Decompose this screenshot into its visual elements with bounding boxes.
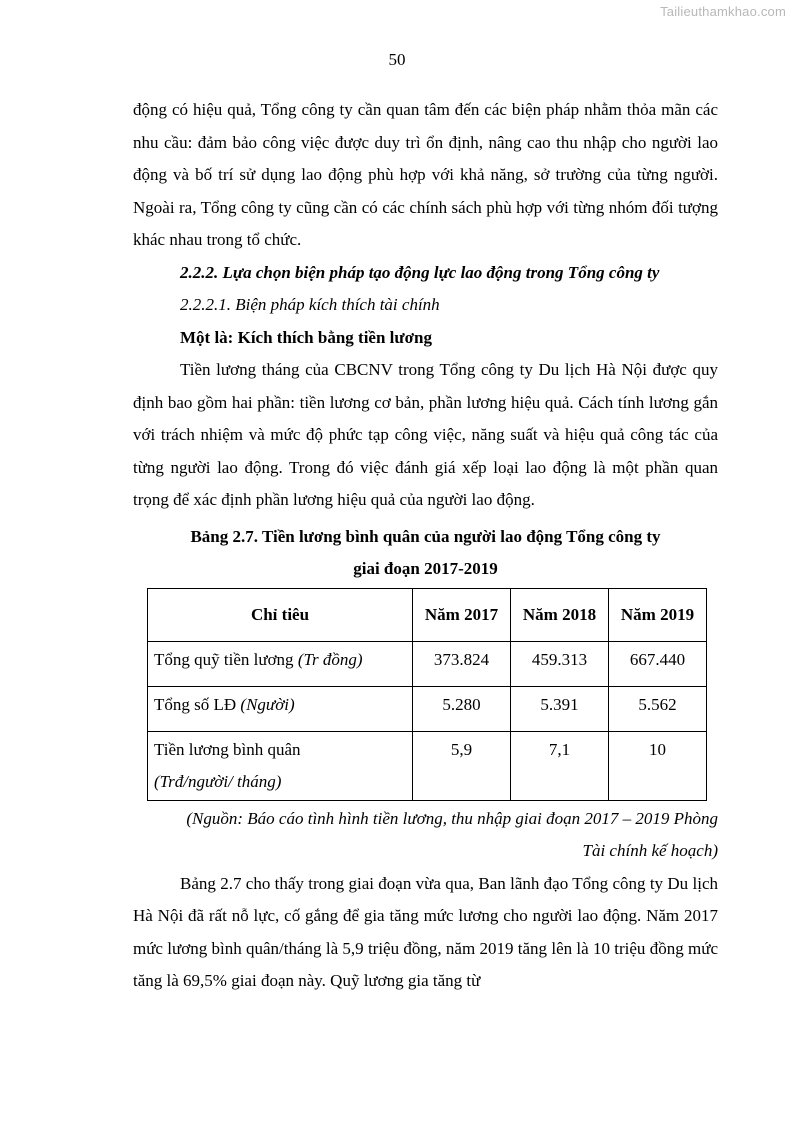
page-number: 50: [388, 50, 406, 69]
cell-2018: 7,1: [511, 731, 609, 800]
cell-2018: 459.313: [511, 641, 609, 686]
table-header-row: [148, 588, 707, 641]
heading-mot-la: Một là: Kích thích bằng tiền lương: [180, 327, 432, 347]
row-unit: (Trđ/người/ tháng): [154, 771, 282, 791]
row-unit: (Người): [240, 694, 295, 714]
row-label-text: Tổng số LĐ: [154, 694, 241, 714]
salary-description-paragraph: Tiền lương tháng của CBCNV trong Tổng công ty Du lịch Hà Nội được quy định bao gồm hai phần: tiền lương cơ bản, phần lương hiệu quả. Cách tính lương gắn với trách nhiệm và mức độ phức tạp công việc, năng suất và hiệu quả công tác của từng người lao động. Trong đó việc đánh giá xếp loại lao động là một phần quan trọng để xác định phần lương hiệu quả của người lao động.: [133, 360, 718, 509]
row-label: [148, 641, 413, 686]
cell-2018: 5.391: [511, 686, 609, 731]
source-line2: Tài chính kế hoạch): [582, 841, 718, 860]
section-heading-2-2-2: 2.2.2. Lựa chọn biện pháp tạo động lực lao động trong Tổng công ty: [180, 262, 660, 282]
intro-paragraph: động có hiệu quả, Tổng công ty cần quan tâm đến các biện pháp nhằm thỏa mãn các nhu cầu: đảm bảo công việc được duy trì ổn định, nâng cao thu nhập cho người lao động và bố trí sử dụng lao động phù hợp với khả năng, sở trường của từng người. Ngoài ra, Tổng công ty cũng cần có các chính sách phù hợp với từng nhóm đối tượng khác nhau trong tổ chức.: [133, 100, 718, 249]
header-nam-2018: Năm 2018: [511, 588, 609, 641]
cell-2017: 373.824: [413, 641, 511, 686]
watermark: Tailieuthamkhao.com: [660, 4, 786, 19]
header-nam-2019: Năm 2019: [609, 588, 707, 641]
table-caption-line1: Bảng 2.7. Tiền lương bình quân của người lao động Tổng công ty: [190, 526, 661, 546]
header-chi-tieu: Chỉ tiêu: [148, 588, 413, 641]
salary-table: [147, 588, 707, 801]
header-nam-2017: Năm 2017: [413, 588, 511, 641]
page-content: [133, 94, 718, 998]
table-row: [148, 731, 707, 800]
row-label-text: Tiền lương bình quân: [154, 739, 301, 759]
row-label: [148, 686, 413, 731]
table-caption-line2: giai đoạn 2017-2019: [353, 559, 498, 578]
cell-2019: 5.562: [609, 686, 707, 731]
subsection-heading-2-2-2-1: 2.2.2.1. Biện pháp kích thích tài chính: [180, 295, 440, 314]
table-caption: [133, 521, 718, 586]
cell-2017: 5.280: [413, 686, 511, 731]
row-label-text: Tổng quỹ tiền lương: [154, 649, 298, 669]
source-line1: (Nguồn: Báo cáo tình hình tiền lương, thu nhập giai đoạn 2017 – 2019 Phòng: [186, 808, 718, 828]
cell-2019: 10: [609, 731, 707, 800]
table-source-note: [125, 803, 718, 868]
cell-2017: 5,9: [413, 731, 511, 800]
table-row: [148, 686, 707, 731]
row-unit: (Tr đồng): [297, 649, 363, 669]
row-label: [148, 731, 413, 800]
table-row: [148, 641, 707, 686]
cell-2019: 667.440: [609, 641, 707, 686]
analysis-paragraph: Bảng 2.7 cho thấy trong giai đoạn vừa qua, Ban lãnh đạo Tổng công ty Du lịch Hà Nội đã rất nỗ lực, cố gắng để gia tăng mức lương cho người lao động. Năm 2017 mức lương bình quân/tháng là 5,9 triệu đồng, năm 2019 tăng lên là 10 triệu đồng mức tăng là 69,5% giai đoạn này. Quỹ lương gia tăng từ: [133, 873, 718, 990]
